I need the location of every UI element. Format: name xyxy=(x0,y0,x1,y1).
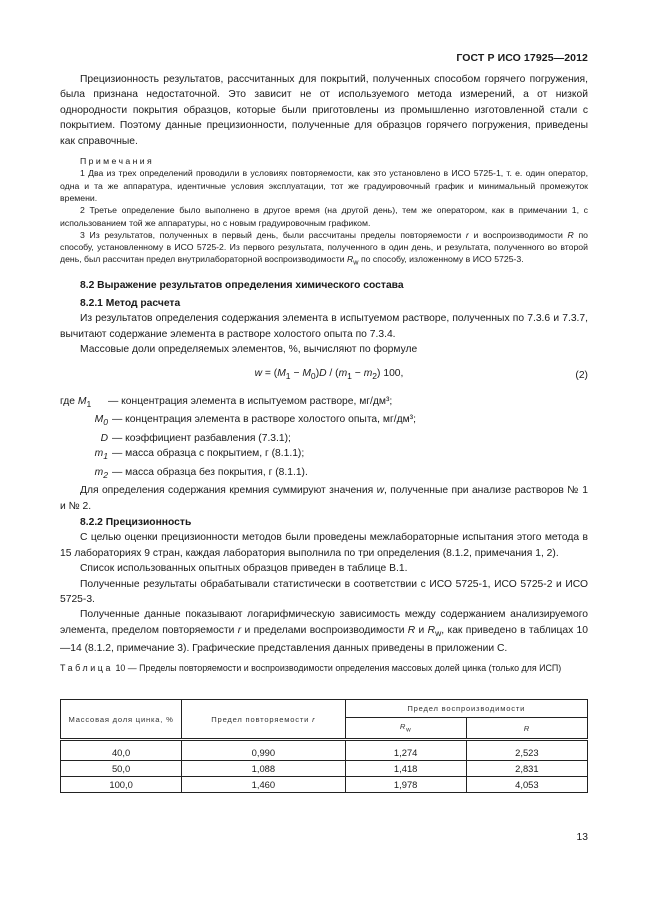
definition-row: $M_0$ — концентрация элемента в растворе холостого опыта, мг/дм³; xyxy=(94,414,416,428)
precision-paragraph-2: Список использованных опытных образцов приведен в таблице В.1. xyxy=(80,563,408,575)
definition-row: D — коэффициент разбавления (7.3.1); xyxy=(100,432,291,444)
table-cell: 2,831 xyxy=(466,761,587,777)
table-cell: 1,418 xyxy=(345,761,466,777)
table-row xyxy=(61,777,588,793)
table-header-mass-fraction: Массовая доля цинка, % xyxy=(61,700,182,740)
table-cell: 1,460 xyxy=(182,777,345,793)
section-8-2-2-title: 8.2.2 Прецизионность xyxy=(80,516,192,528)
note-item-2: 2 Третье определение было выполнено в другое время (на другой день), тем же оператором, как в примечании 1, с использованием той же аппаратуры, но с новым градуировочным графиком. xyxy=(60,205,588,228)
calc-paragraph-1: Из результатов определения содержания элемента в испытуемом растворе, полученных по 7.3.6 и 7.3.7, вычитают содержание элемента в растворе холостого опыта по 7.3.4. xyxy=(60,313,588,340)
silicon-paragraph: Для определения содержания кремния суммируют значения w, полученные при анализе растворов № 1 и № 2. xyxy=(60,485,588,512)
precision-paragraph-3: Полученные результаты обрабатывали статистически в соответствии с ИСО 5725-1, ИСО 5725-2 и ИСО 5725-3. xyxy=(60,578,588,605)
table-header-rw: $R_w$ xyxy=(345,718,466,740)
table-cell: 1,088 xyxy=(182,761,345,777)
formula-definitions xyxy=(60,394,588,483)
precision-paragraph-1: С целью оценки прецизионности методов были проведены межлабораторные испытания этого метода в 15 лабораториях 9 стран, каждая лаборатория выполнила по три определения (8.1.2, примечания 1, 2). xyxy=(60,532,588,559)
calc-paragraph-2: Массовые доли определяемых элементов, %, вычисляют по формуле xyxy=(80,344,418,356)
table-header-repeatability: Предел повторяемости r xyxy=(182,700,345,740)
table-10-caption: Таблица 10 — Пределы повторяемости и воспроизводимости определения массовых долей цинка (только для ИСП) xyxy=(60,663,562,673)
table-10 xyxy=(60,699,588,793)
table-cell: 1,274 xyxy=(345,740,466,761)
notes-block xyxy=(60,155,588,269)
section-8-2-title: 8.2 Выражение результатов определения химического состава xyxy=(80,280,404,292)
table-cell: 40,0 xyxy=(61,740,182,761)
page-number: 13 xyxy=(576,832,588,843)
note-item-3: 3 Из результатов, полученных в первый день, были рассчитаны пределы повторяемости r и воспроизводимости R по способу, установленному в ИСО 5725-2. Из первого результата, полученного в один день, и результата, полученного во второй день, был рассчитан предел внутрилабораторной воспроизводимости $R_w$ по способу, изложенному в ИСО 5725-3. xyxy=(60,229,588,268)
table-row xyxy=(61,740,588,761)
table-cell: 100,0 xyxy=(61,777,182,793)
table-cell: 50,0 xyxy=(61,761,182,777)
definition-row: где $M_1$ — концентрация элемента в испытуемом растворе, мг/дм³; xyxy=(60,395,393,409)
formula-2 xyxy=(60,366,588,384)
section-8-2-1-title: 8.2.1 Метод расчета xyxy=(80,297,181,309)
intro-paragraph: Прецизионность результатов, рассчитанных для покрытий, полученных способом горячего погружения, была признана недостаточной. Это зависит не от используемого метода измерений, а от низкой однородности покрытия образцов, которые были приготовлены из промышленно изготовленной стали с покрытием. Поэтому данные прецизионности, полученные для образцов горячего погружения, приведены как справочные. xyxy=(60,74,588,147)
notes-heading: Примечания xyxy=(80,156,155,167)
table-cell: 2,523 xyxy=(466,740,587,761)
table-header-reproducibility: Предел воспроизводимости xyxy=(345,700,587,718)
definition-row: $m_1$ — масса образца с покрытием, г (8.1.1); xyxy=(94,448,305,462)
precision-paragraph-4: Полученные данные показывают логарифмическую зависимость между содержанием анализируемого элемента, пределом повторяемости r и пределами воспроизводимости R и $R_w$, как приведено в таблицах 10—14 (8.1.2, примечание 3). Графические представления данных приведены в приложении С. xyxy=(60,609,589,655)
document-header: ГОСТ Р ИСО 17925—2012 xyxy=(456,52,588,64)
formula-expression: $w = (M_1 - M_0)D / (m_1 - m_2)$ 100, xyxy=(254,368,404,382)
where-word: где xyxy=(60,395,76,407)
formula-number: (2) xyxy=(575,369,588,381)
document-body xyxy=(60,72,588,657)
table-cell: 1,978 xyxy=(345,777,466,793)
table-cell: 0,990 xyxy=(182,740,345,761)
table-row xyxy=(61,761,588,777)
note-item-1: 1 Два из трех определений проводили в условиях повторяемости, как это установлено в ИСО 5725-1, т. е. один оператор, одна и та же аппаратура, идентичные условия эксплуатации, тот же градуировочный график и минимальный промежуток времени. xyxy=(60,168,588,203)
table-cell: 4,053 xyxy=(466,777,587,793)
definition-row: $m_2$ — масса образца без покрытия, г (8.1.1). xyxy=(94,466,308,480)
table-header-r: R xyxy=(466,718,587,740)
